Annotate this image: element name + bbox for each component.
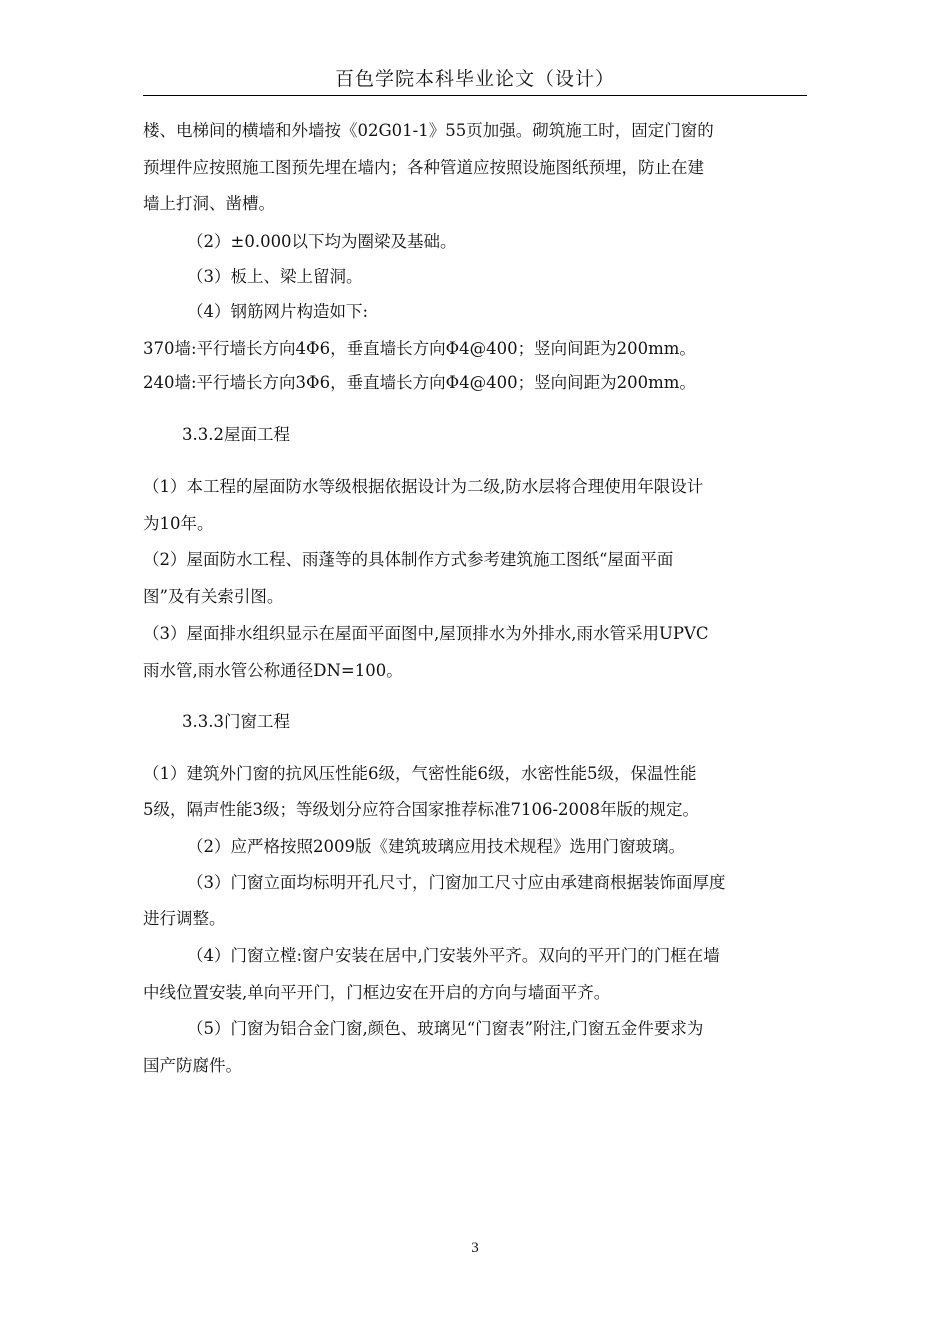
section-heading: 3.3.2屋面工程	[182, 425, 290, 444]
body-line: 5级，隔声性能3级；等级划分应符合国家推荐标准7106-2008年版的规定。	[143, 800, 700, 819]
body-line: （2）应严格按照2009版《建筑玻璃应用技术规程》选用门窗玻璃。	[187, 837, 685, 856]
page-number: 3	[471, 1240, 479, 1256]
body-line: （2）屋面防水工程、雨蓬等的具体制作方式参考建筑施工图纸“屋面平面	[143, 550, 674, 569]
body-line: （3）板上、梁上留洞。	[187, 267, 363, 286]
body-line: （4）门窗立樘:窗户安装在居中,门安装外平齐。双向的平开门的门框在墙	[187, 946, 720, 965]
page-header-title: 百色学院本科毕业论文（设计）	[334, 68, 615, 90]
body-line: 楼、电梯间的横墙和外墙按《02G01-1》55页加强。砌筑施工时，固定门窗的	[143, 121, 714, 140]
body-line: （3）门窗立面均标明开孔尺寸，门窗加工尺寸应由承建商根据装饰面厚度	[187, 873, 726, 892]
body-line: 240墙:平行墙长方向3Φ6，垂直墙长方向Φ4@400；竖向间距为200mm。	[143, 373, 696, 392]
body-line: 进行调整。	[143, 909, 226, 928]
body-line: （5）门窗为铝合金门窗,颜色、玻璃见“门窗表”附注,门窗五金件要求为	[187, 1019, 704, 1038]
header-divider	[143, 95, 807, 96]
section-heading: 3.3.3门窗工程	[182, 712, 290, 731]
body-line: 国产防腐件。	[143, 1056, 242, 1075]
body-line: （1）本工程的屋面防水等级根据依据设计为二级,防水层将合理使用年限设计	[143, 477, 704, 496]
body-line: 中线位置安装,单向平开门，门框边安在开启的方向与墙面平齐。	[143, 983, 611, 1002]
body-line: 墙上打洞、凿槽。	[143, 194, 275, 213]
body-line: （3）屋面排水组织显示在屋面平面图中,屋顶排水为外排水,雨水管采用UPVC	[143, 624, 709, 643]
body-line: 雨水管,雨水管公称通径DN=100。	[143, 661, 403, 680]
body-line: 图”及有关索引图。	[143, 587, 284, 606]
body-line: 370墙:平行墙长方向4Φ6，垂直墙长方向Φ4@400；竖向间距为200mm。	[143, 339, 696, 358]
body-line: （4）钢筋网片构造如下:	[187, 302, 369, 321]
body-line: （1）建筑外门窗的抗风压性能6级，气密性能6级，水密性能5级，保温性能	[143, 764, 697, 783]
body-line: 预埋件应按照施工图预先埋在墙内；各种管道应按照设施图纸预埋，防止在建	[143, 158, 704, 177]
body-line: （2）±0.000以下均为圈梁及基础。	[187, 232, 457, 251]
body-line: 为10年。	[143, 514, 214, 533]
